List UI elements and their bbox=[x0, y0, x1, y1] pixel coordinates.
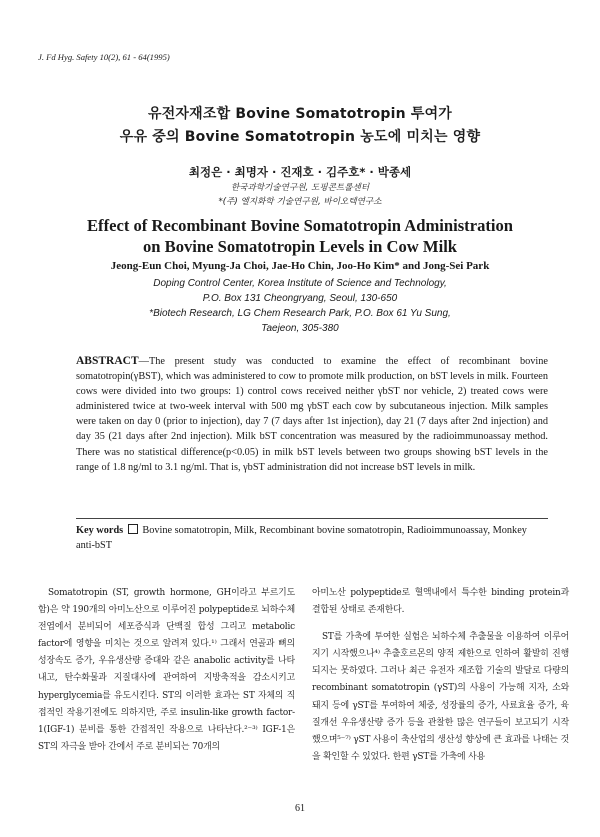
english-title-line-2: on Bovine Somatotropin Levels in Cow Milk bbox=[142, 237, 458, 256]
body-paragraph: 아미노산 polypeptide로 혈액내에서 특수한 binding protein과 결합된 상태로 존재한다. bbox=[312, 588, 569, 616]
korean-affiliation-2: *(주) 엘지화학 기술연구원, 바이오텍연구소 bbox=[218, 197, 382, 207]
keywords bbox=[76, 523, 548, 553]
abstract bbox=[76, 354, 548, 475]
abstract-label: ABSTRACT bbox=[76, 355, 139, 367]
journal-citation: J. Fd Hyg. Safety 10(2), 61 - 64(1995) bbox=[38, 52, 170, 62]
keywords-label: Key words bbox=[76, 525, 124, 536]
checkbox-icon bbox=[128, 524, 138, 534]
korean-title-line-2: 우유 중의 Bovine Somatotropin 농도에 미치는 영향 bbox=[119, 129, 481, 145]
korean-authors: 최정은 · 최명자 · 진재호 · 김주호* · 박종세 bbox=[188, 165, 412, 179]
body-paragraph: ST를 가축에 투여한 실험은 뇌하수체 추출물을 이용하여 이루어지기 시작했으나⁴⁾ 추출호르몬의 양적 제한으로 인하여 활발히 진행되지는 못하였다. 그러나 최근 유전자 재조합 기술의 발달로 다량의 recombinant somatotropin (γST)의 사용이 가능해 지자, 소와 돼지 등에 γST를 투여하여 체중, 성장률의 증가, 사료효율 증가, 육질개선 우유생산량 증가 등을 관찰한 많은 연구들이 보고되기 시작했으며⁵⁻⁷⁾ γST 사용이 축산업의 생산성 향상에 큰 효과를 나태는 것을 확인할 수 있었다. 한편 γST를 가축에 사용 bbox=[312, 632, 569, 762]
body-right-column bbox=[312, 585, 569, 766]
korean-affiliation-1: 한국과학기술연구원, 도핑콘트롤센터 bbox=[230, 183, 370, 193]
body-left-column bbox=[38, 585, 295, 756]
english-affiliation-2: P.O. Box 131 Cheongryang, Seoul, 130-650 bbox=[202, 293, 398, 304]
english-affiliation-4: Taejeon, 305-380 bbox=[261, 323, 339, 334]
keywords-text: Bovine somatotropin, Milk, Recombinant bovine somatotropin, Radioimmunoassay, Monkey anti-bST bbox=[76, 525, 527, 551]
keywords-divider bbox=[76, 518, 548, 519]
korean-title-line-1: 유전자재조합 Bovine Somatotropin 투여가 bbox=[147, 106, 453, 122]
abstract-text: —The present study was conducted to examine the effect of recombinant bovine somatotropin(γBST), which was administered to cow to promote milk production, on bST levels in milk. Fourteen cows were divided into two groups: 1) control cows received neither γbST nor vehicle, 2) treated cows were administered twice at two-week interval with 500 mg γbST each cow by subcutaneous injection. Milk samples were taken on day 0 (prior to injection), day 7 (7 days after 1st injection), day 21 (7 days after 2nd injection) and day 35 (21 days after 2nd injection). Milk bST concentration was measured by the radioimmunoassay method. There was no statistical difference(p<0.05) in milk bST levels between two groups showing bST levels in the range of 1.8 ng/ml to 3.1 ng/ml. That is, γbST administration did not increase bST levels in milk. bbox=[76, 356, 548, 473]
english-authors: Jeong-Eun Choi, Myung-Ja Choi, Jae-Ho Chin, Joo-Ho Kim* and Jong-Sei Park bbox=[110, 260, 490, 272]
page-number: 61 bbox=[295, 803, 305, 814]
body-paragraph: Somatotropin (ST, growth hormone, GH이라고 부르기도 함)은 약 190개의 아미노산으로 이루어진 polypeptide로 뇌하수체 전엽에서 분비되어 세포증식과 단백질 합성 그리고 metabolic factor에 영향을 미치는 것으로 알려져 있다.¹⁾ 그래서 연골과 뼈의 성장속도 증가, 우유생산량 증대와 같은 anabolic activity를 나타내고, 탄수화물과 지질대사에 관여하여 지방축적을 감소시키고 hyperglycemia를 유도시킨다. ST의 이러한 효과는 ST 자체의 직접적인 작용기전에도 의하지만, 주로 insulin-like growth factor-1(IGF-1) 분비를 통한 간접적인 작용으로 나타난다.²⁻³⁾ IGF-1은 ST의 자극을 받아 간에서 주로 분비되는 70개의 bbox=[38, 588, 295, 752]
english-affiliation-3: *Biotech Research, LG Chem Research Park, P.O. Box 61 Yu Sung, bbox=[149, 308, 451, 319]
english-affiliation-1: Doping Control Center, Korea Institute of Science and Technology, bbox=[153, 278, 447, 289]
english-title-line-1: Effect of Recombinant Bovine Somatotropin Administration bbox=[86, 216, 514, 235]
